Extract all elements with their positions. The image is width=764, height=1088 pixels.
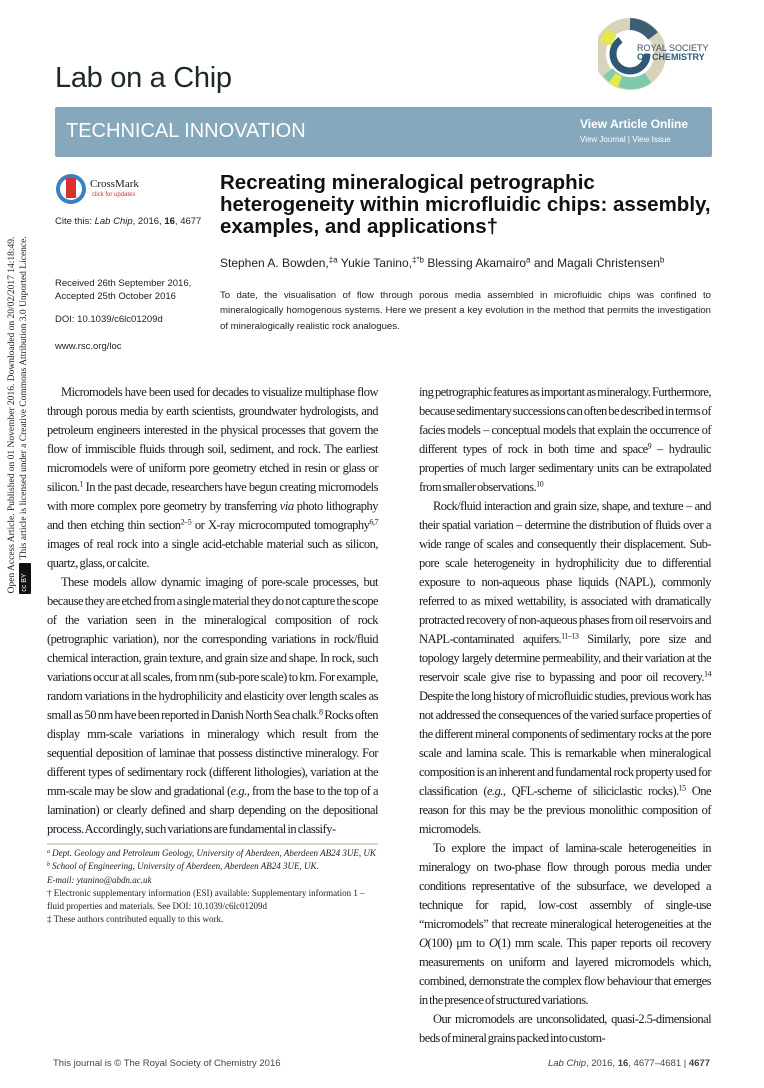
rsc-logo-text: ROYAL SOCIETY OF CHEMISTRY <box>637 43 709 62</box>
italic-text: via <box>279 499 294 513</box>
open-access-notice <box>6 180 31 650</box>
citation-ref[interactable]: 6,7 <box>369 517 379 527</box>
text: (100) μm to <box>427 936 489 950</box>
text: (1) mm scale. This paper reports oil recovery measurements on uniform and layered micromodels which, combined, demonstrate the complex flow behaviour that emerges in the presence of structured variations. <box>419 936 711 1007</box>
text: images of real rock into a single acid-etchable material such as silicon, quartz, glass, or calcite. <box>47 537 378 570</box>
text: Rock/fluid interaction and grain size, shape, and texture – and their spatial variation – determine the distribution of fluids over a wide range of scales and consequently their displacement. Sub-pore scale heterogeneity in hydrophilicity due to differential exposure to non-aqueous phase liquids (NAPL), commonly referred to as mixed wettability, is associated with dramatically protracted recovery of non-aqueous phases from oil reservoirs and NAPL-contaminated aquifers. <box>419 499 711 646</box>
italic-text: e.g. <box>230 784 247 798</box>
paragraph <box>419 1010 711 1048</box>
citation-ref[interactable]: 2–5 <box>180 517 192 527</box>
publication-info: Open Access Article. Published on 01 November 2016. Downloaded on 20/02/2017 14:18:49. <box>7 236 17 594</box>
citation: Cite this: Lab Chip, 2016, 16, 4677 <box>55 216 202 227</box>
abstract: To date, the visualisation of flow through porous media assembled in microfluidic chips was confined to mineralogically homogenous systems. Here we present a key evolution in the method that permits the investigation of mineralogically realistic rock analogues. <box>220 290 711 332</box>
text: Despite the long history of microfluidic studies, previous work has not addressed the consequences of the varied surface properties of the different mineral components of sedimentary rocks at the pore scale and lamina scale. This is remarkable when mineralogical composition is an inherent and fundamental rock property used for classification ( <box>419 689 711 798</box>
link-separator: | <box>625 135 633 144</box>
author: Blessing Akamairo <box>427 256 527 270</box>
copyright-footer: This journal is © The Royal Society of Chemistry 2016 <box>53 1058 281 1069</box>
citation-ref[interactable]: 11–13 <box>561 631 579 641</box>
text: photo lithography and then etching thin section <box>47 499 378 532</box>
italic-text: O <box>419 936 428 950</box>
received-date: Received 26th September 2016, <box>55 278 192 289</box>
accepted-date: Accepted 25th October 2016 <box>55 291 176 302</box>
footnote-email[interactable]: E-mail: ytanino@abdn.ac.uk <box>47 874 152 885</box>
footnote-esi: † Electronic supplementary information (ESI) available: Supplementary information 1 – fluid properties and materials. See DOI: 10.1039/c6lc01209d <box>47 887 365 912</box>
text: Similarly, pore size and topology largely determine permeability, and their variation at the reservoir scale give rise to bypassing and poor oil recovery. <box>419 632 711 684</box>
section-banner <box>55 107 712 157</box>
crossmark-label: CrossMark <box>90 178 139 190</box>
citation-ref[interactable]: 14 <box>703 669 711 679</box>
citation-ref[interactable]: 1 <box>79 479 84 489</box>
crossmark-button[interactable] <box>55 172 150 208</box>
crossmark-icon <box>55 172 87 206</box>
text: ing petrographic features as important as mineralogy. Furthermore, because sedimentary successions can often be described in terms of facies models – conceptual models that explain the occurrence of different types of rock in both time and space <box>419 385 711 456</box>
text: Rocks often display mm-scale variations in mineralogy which result from the sequential deposition of laminae that possess distinctive mineralogy. For different types of sedimentary rock (different lithologies), variation at the mm-scale may be slow and gradational ( <box>47 708 378 798</box>
doi[interactable]: DOI: 10.1039/c6lc01209d <box>55 314 163 325</box>
footnotes <box>47 847 382 927</box>
text: In the past decade, researchers have begun creating micromodels with more complex pore geometry by transferring <box>47 480 378 513</box>
page-footer: Lab Chip, 2016, 16, 4677–4681 | 4677 <box>547 1058 710 1069</box>
footnote-affiliation-b: $^b$ School of Engineering, University of Aberdeen, Aberdeen AB24 3UE, UK. <box>47 861 319 872</box>
text: – hydraulic properties of much larger sedimentary units can be extrapolated from smaller observations. <box>419 442 712 494</box>
journal-url[interactable]: www.rsc.org/loc <box>55 341 122 352</box>
author-list: Stephen A. Bowden,$^{\ddagger a}$ Yukie Tanino,$^{\ddagger*b}$ Blessing Akamairo$^a$ and Magali Christensen$^b$ <box>220 255 665 270</box>
paragraph <box>419 383 711 497</box>
citation-ref[interactable]: 10 <box>536 479 544 489</box>
text: Our micromodels are unconsolidated, quasi-2.5-dimensional beds of mineral grains packed into custom- <box>419 1012 711 1045</box>
body-column-left <box>47 383 378 839</box>
author: and Magali Christensen <box>533 256 660 270</box>
text: Micromodels have been used for decades to visualize multiphase flow through porous media by earth scientists, groundwater hydrologists, and petroleum engineers interested in the physical processes that govern the flow of immiscible fluids through soil, sediment, and rock. The earliest micromodels were of uniform pore geometry etched in resin or glass or silicon. <box>47 385 378 494</box>
view-issue-link[interactable]: View Issue <box>632 135 671 144</box>
paragraph <box>47 573 378 839</box>
license-text[interactable]: This article is licensed under a Creative Commons Attribution 3.0 Unported Licence. <box>19 236 29 560</box>
section-title: TECHNICAL INNOVATION <box>66 120 306 142</box>
crossmark-sublabel: click for updates <box>92 192 136 198</box>
footnote-equal-contribution: ‡ These authors contributed equally to this work. <box>47 914 224 925</box>
text: , from the base to the top of a lamination) or clearly defined and sharp depending on the depositional process. Accordingly, such variations are fundamental in classify- <box>47 784 378 836</box>
journal-name: Lab on a Chip <box>55 62 232 94</box>
cc-by-license-icon[interactable]: cc BY <box>19 563 31 593</box>
footnote-divider <box>47 843 378 845</box>
text: One reason for this may be the previous monolithic composition of micromodels. <box>419 784 711 836</box>
page-number: 4677 <box>688 1058 710 1069</box>
body-column-right <box>419 383 711 1048</box>
text: , QFL-scheme of siliciclastic rocks). <box>502 784 679 798</box>
citation-ref[interactable]: 15 <box>678 783 686 793</box>
author: Stephen A. Bowden, <box>220 256 329 270</box>
citation-ref[interactable]: 8 <box>319 707 323 717</box>
paragraph <box>47 383 378 573</box>
italic-text: O <box>489 936 498 950</box>
author: Yukie Tanino, <box>340 256 412 270</box>
text: To explore the impact of lamina-scale heterogeneities in mineralogy on two-phase flow through porous media under conditions representative of the subsurface, we developed a technique for rapid, low-cost assembly of single-use “micromodels” that recreate mineralogical heterogeneities at the <box>419 841 711 931</box>
text: These models allow dynamic imaging of pore-scale processes, but because they are etched from a single material they do not capture the scope of the variation seen in the mineralogical composition of rock (petrographic variation), nor the corresponding variations in rock/fluid chemical interaction, grain texture, and grain size and shape. In rock, such variations occur at all scales, from nm (sub-pore scale) to km. For example, random variations in the hydrophilicity and elasticity over length scales as small as 50 nm have been reported in Danish North Sea chalk. <box>47 575 378 722</box>
paragraph <box>419 839 711 1010</box>
footnote-affiliation-a: $^a$ Dept. Geology and Petroleum Geology, University of Aberdeen, Aberdeen AB24 3UE, UK <box>47 848 376 858</box>
text: or X-ray microcomputed tomography <box>191 518 370 532</box>
paragraph <box>419 497 711 839</box>
italic-text: e.g. <box>487 784 503 798</box>
article-title: Recreating mineralogical petrographic heterogeneity within microfluidic chips: assembly, examples, and applications† <box>220 171 711 238</box>
view-article-online-link[interactable]: View Article Online <box>580 117 689 131</box>
citation-ref[interactable]: 9 <box>647 441 652 451</box>
view-journal-link[interactable]: View Journal <box>580 135 626 144</box>
